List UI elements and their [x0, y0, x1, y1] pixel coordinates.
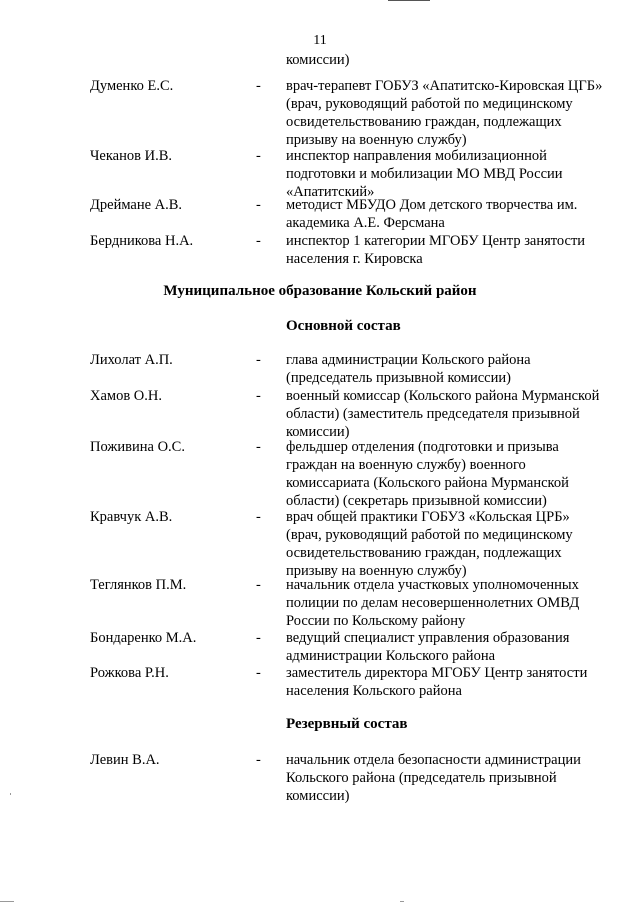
dash: - — [256, 509, 261, 525]
member-role: военный комиссар (Кольского района Мурманской области) (заместитель председателя призывной комиссии) — [286, 388, 600, 440]
member-role: инспектор направления мобилизационной подготовки и мобилизации МО МВД России «Апатитский» — [286, 148, 563, 200]
member-role: заместитель директора МГОБУ Центр занятости населения Кольского района — [286, 665, 588, 699]
member-role: начальник отдела участковых уполномоченных полиции по делам несовершеннолетних ОМВД России по Кольскому району — [286, 577, 580, 629]
dash: - — [256, 665, 261, 681]
member-name: Бердникова Н.А. — [90, 233, 194, 249]
top-rule — [388, 0, 430, 1]
member-role: фельдшер отделения (подготовки и призыва граждан на военную службу) военного комиссариата (Кольского района Мурманской области) (секретарь призывной комиссии) — [286, 439, 569, 509]
member-name: Дреймане А.В. — [90, 197, 183, 213]
scan-speck — [400, 901, 404, 902]
member-role: методист МБУДО Дом детского творчества им. академика А.Е. Ферсмана — [286, 197, 578, 231]
section-title: Муниципальное образование Кольский район — [163, 283, 477, 299]
dash: - — [256, 148, 261, 164]
main-composition-title: Основной состав — [286, 318, 401, 334]
member-name: Хамов О.Н. — [90, 388, 162, 404]
member-role: глава администрации Кольского района (председатель призывной комиссии) — [286, 352, 531, 386]
member-name: Поживина О.С. — [90, 439, 185, 455]
dash: - — [256, 630, 261, 646]
member-name: Левин В.А. — [90, 752, 160, 768]
reserve-composition-title: Резервный состав — [286, 716, 408, 732]
dash: - — [256, 577, 261, 593]
member-name: Теглянков П.М. — [90, 577, 187, 593]
member-name: Рожкова Р.Н. — [90, 665, 169, 681]
dash: - — [256, 233, 261, 249]
member-role: врач общей практики ГОБУЗ «Кольская ЦРБ» (врач, руководящий работой по медицинскому освидетельствованию граждан, подлежащих призыву на военную службу) — [286, 509, 573, 579]
member-name: Лихолат А.П. — [90, 352, 173, 368]
member-role: инспектор 1 категории МГОБУ Центр занятости населения г. Кировска — [286, 233, 586, 267]
member-name: Кравчук А.В. — [90, 509, 173, 525]
dash: - — [256, 352, 261, 368]
member-name: Чеканов И.В. — [90, 148, 172, 164]
scan-speck — [10, 793, 11, 795]
member-role: начальник отдела безопасности администрации Кольского района (председатель призывной комиссии) — [286, 752, 581, 804]
member-role: ведущий специалист управления образования администрации Кольского района — [286, 630, 570, 664]
dash: - — [256, 388, 261, 404]
dash: - — [256, 197, 261, 213]
member-name: Думенко Е.С. — [90, 78, 174, 94]
member-name: Бондаренко М.А. — [90, 630, 197, 646]
page-number: 11 — [313, 33, 327, 48]
scan-speck — [0, 901, 14, 902]
dash: - — [256, 752, 261, 768]
member-role: врач-терапевт ГОБУЗ «Апатитско-Кировская ЦГБ» (врач, руководящий работой по медицинскому освидетельствованию граждан, подлежащих призыву на военную службу) — [286, 78, 603, 148]
dash: - — [256, 439, 261, 455]
dash: - — [256, 78, 261, 94]
continuation-text: комиссии) — [286, 52, 350, 68]
